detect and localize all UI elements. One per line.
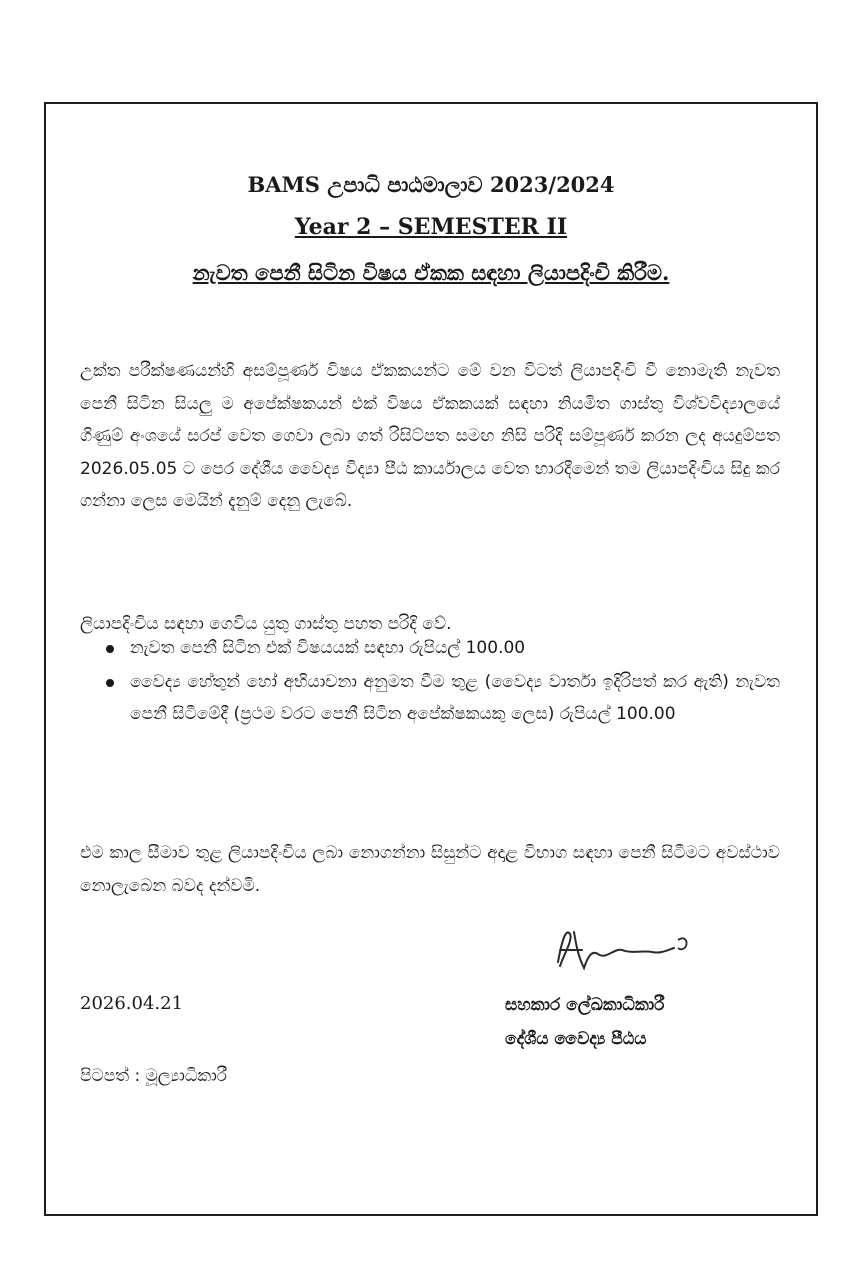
signature	[540, 910, 700, 980]
document-subtitle: Year 2 – SEMESTER II	[294, 214, 568, 240]
fee-item: නැවත පෙනී සිටින එක් විෂයයක් සඳහා රුපියල් 100.00	[80, 632, 780, 665]
notice-paragraph-1: උක්ත පරීක්ෂණයන්හි අසම්පූර්ණ විෂය ඒකකයන්ට මේ වන විටත් ලියාපදිංචි වී නොමැති නැවත පෙනී සිටින සියලු ම අපේක්ෂකයන් එක් විෂය ඒකකයක් සඳහා නියමිත ගාස්තු විශ්වවිද්‍යාලයේ ගිණුම් අංශයේ සරප් වෙත ගෙවා ලබා ගත් රිසිට්පත සමඟ නිසි පරිදි සම්පූර්ණ කරන ලද අයදුම්පත 2026.05.05 ට පෙර දේශීය වෛද්‍ය විද්‍යා පීඨ කාර්යාලය වෙත භාරදීමෙන් තම ලියාපදිංචිය සිදු කර ගන්නා ලෙස මෙයින් දැනුම් දෙනු ලැබේ.	[80, 361, 780, 511]
document-title: BAMS උපාධි පාඨමාලාව 2023/2024	[247, 172, 615, 197]
issue-date: 2026.04.21	[80, 993, 184, 1014]
fee-item: වෛද්‍ය හේතුන් හෝ අභියාචනා අනුමත වීම තුළ (වෛද්‍ය වාර්තා ඉදිරිපත් කර ඇති) නැවත පෙනී සිටීමේදී (ප්‍රථම වරට පෙනී සිටින අපේක්ෂකයකු ලෙස) රුපියල් 100.00	[80, 666, 780, 731]
signatory-faculty: දේශීය වෛද්‍ය පීඨය	[505, 1029, 647, 1049]
signatory-title: සහකාර ලේඛකාධිකාරී	[505, 995, 665, 1015]
copy-to-line: පිටපත් : මූල්‍යාධිකාරී	[80, 1066, 228, 1086]
notice-paragraph-3: එම කාල සීමාව තුළ ලියාපදිංචිය ලබා නොගන්නා සිසුන්ට අදාළ විභාග සඳහා පෙනී සිටීමට අවස්ථාව නොලැබෙන බවද දන්වමි.	[80, 843, 780, 896]
notice-heading: නැවත පෙනී සිටින විෂය ඒකක සඳහා ලියාපදිංචි කිරීම.	[192, 260, 670, 285]
notice-paragraph-2: ලියාපදිංචිය සඳහා ගෙවිය යුතු ගාස්තු පහත පරිදි වේ.	[80, 614, 452, 634]
signatory-block	[505, 988, 665, 1056]
fee-list	[80, 632, 780, 732]
